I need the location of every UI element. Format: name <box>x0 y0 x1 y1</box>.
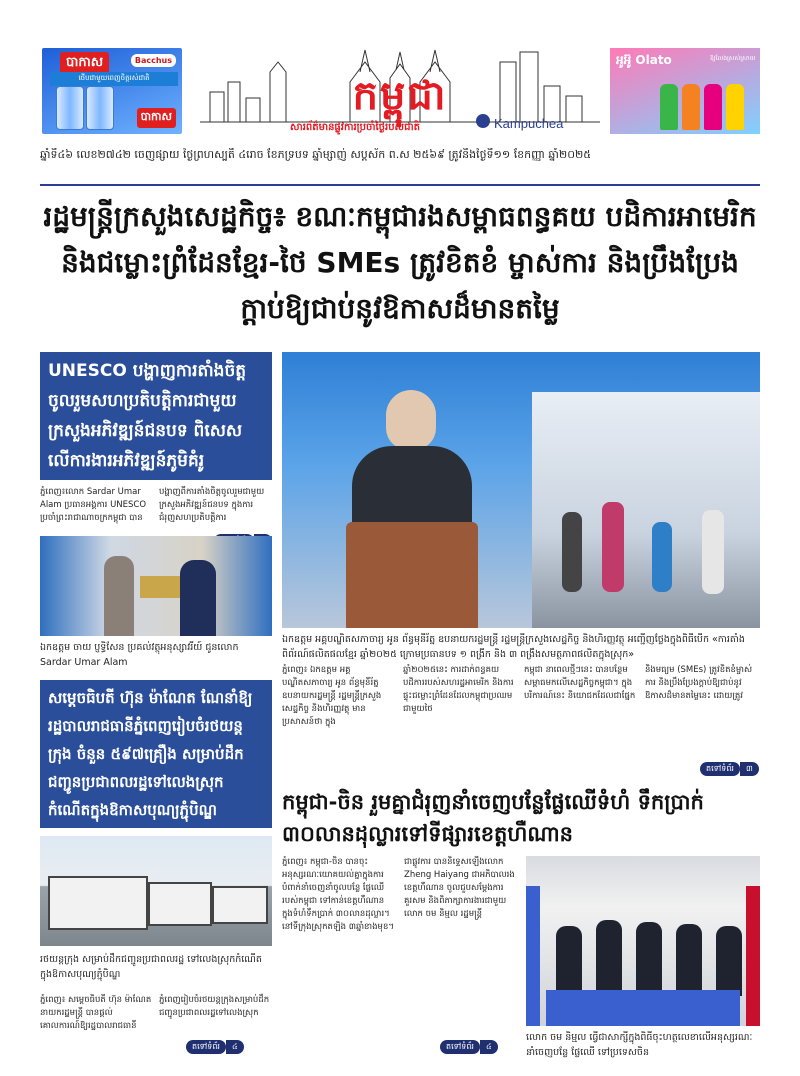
article-column: ជាផ្លូវការ បាននិទ្ទេសឡើងលោក Zheng Haiyang ជាអភិបាលរងខេត្តហឺណាន ចូលជួបសម្តែងការគួរសម និងពិភាក្សាការងារជាមួយលោក ចម និម្មល រដ្ឋមន្រ្តី <box>404 857 515 919</box>
masthead-latin-name: Kampuchea <box>494 116 564 131</box>
story2-article <box>282 856 518 934</box>
ad-title: អូអ៊ូ Olato <box>616 53 672 67</box>
bottle-icon <box>660 84 678 130</box>
continue-link[interactable] <box>700 756 759 776</box>
left-advertisement[interactable] <box>42 48 182 134</box>
article-column: និងមធ្យម (SMEs) ត្រូវខិតខំម្ចាស់ការ និងប្រឹងប្រែងក្តាប់ឱ្យជាប់នូវឱកាសដ៏មានតម្លៃនេះ ដោយត្រូវ <box>645 665 753 701</box>
continue-button[interactable]: តទៅទំព័រ <box>700 762 740 776</box>
story-text-columns <box>40 994 272 1033</box>
continue-button[interactable]: តទៅទំព័រ <box>186 1040 226 1054</box>
continue-link[interactable] <box>186 1034 244 1054</box>
left-story-2 <box>40 680 272 828</box>
speaker-figure <box>352 382 472 532</box>
page-number-badge[interactable]: ៤ <box>480 1040 498 1054</box>
story-text-column: ភ្នំពេញ៖ សម្តេចធិបតី ហ៊ុន ម៉ាណែត នាយករដ្ឋមន្រ្តី បានផ្តល់គោលការណ៍ឱ្យរដ្ឋបាលរាជធានី <box>40 995 152 1031</box>
continue-link[interactable] <box>440 1034 498 1054</box>
left-story-1 <box>40 352 272 548</box>
right-advertisement[interactable] <box>610 48 760 134</box>
main-headline[interactable]: រដ្ឋមន្រ្តីក្រសួងសេដ្ឋកិច្ច៖ ខណៈកម្ពុជារងសម្ពាធពន្ធគយ បដិការអាមេរិក និងជម្លោះព្រំដែនខ្មែរ-ថៃ SMEs ត្រូវខិតខំ ម្ចាស់ការ និងប្រឹងប្រែងក្តាប់ឱ្យជាប់នូវឱកាសដ៏មានតម្លៃ <box>43 200 757 325</box>
ad-tag: បាកាស <box>60 52 109 75</box>
bottle-icon <box>726 84 744 130</box>
drink-can-icon <box>86 86 114 130</box>
story-headline[interactable]: UNESCO បង្ហាញការតាំងចិត្តចូលរួមសហប្រតិបត្តិការជាមួយក្រសួងអភិវឌ្ឍន៍ជនបទ ពិសេសលើការងារអភិវឌ្ឍន៍ភូមិគំរូ <box>40 352 272 480</box>
story-text-column: ភ្នំពេញរៀបចំរថយន្តក្រុងសម្រាប់ដឹកជញ្ជូនប្រជាពលរដ្ឋទៅលេងស្រុក <box>159 995 270 1018</box>
article-column: ឆ្នាំ២០២៥នេះ ការដាក់ពន្ធគយបដិការរបស់សហរដ្ឋអាមេរិក និងការផ្ទុះជម្លោះព្រំដែនដែលកម្ពុជាប្រឈមជាមួយថៃ <box>403 665 514 714</box>
exhibition-crowd <box>532 392 760 628</box>
article-column: ភ្នំពេញ៖ ឯកឧត្តម អគ្គបណ្ឌិតសភាចារ្យ អូន ព័ន្ធមុនីរ័ត្ន ឧបនាយករដ្ឋមន្រ្តី រដ្ឋមន្រ្តីក្រសួងសេដ្ឋកិច្ច និងហិរញ្ញវត្ថុ មានប្រសាសន៍ថា ក្នុង <box>282 665 382 727</box>
photo-caption: រថយន្តក្រុង សម្រាប់ដឹកជញ្ជូនប្រជាពលរដ្ឋ ទៅលេងស្រុកកំណើតក្នុងឱកាសបុណ្យភ្ជុំបិណ្ឌ <box>40 954 262 980</box>
story-text-column: បង្ហាញពីការតាំងចិត្តចូលរួមជាមួយក្រសួងអភិវឌ្ឍន៍ជនបទ ក្នុងការជំរុញសហប្រតិបត្តិការ <box>159 487 265 523</box>
masthead-divider <box>40 184 760 186</box>
drink-can-icon <box>56 86 84 130</box>
bottle-icon <box>682 84 700 130</box>
podium <box>346 522 478 628</box>
ad-tag-bottom: បាកាស <box>137 108 176 128</box>
bottle-icon <box>704 84 722 130</box>
photo-unesco-meeting <box>40 536 272 636</box>
article-column: កម្ពុជា នាពេលថ្មីៗនេះ បានបន្ថែមសម្ពាធមកលើសេដ្ឋកិច្ចកម្ពុជា។ ក្នុងបរិការណ៍នេះ និយោជកដែលជាផ្នែក <box>524 665 636 701</box>
story2-headline[interactable]: កម្ពុជា-ចិន រួមគ្នាជំរុញនាំចេញបន្លែផ្លែឈើទំហំ ទឹកប្រាក់ ៣០លានដុល្លារទៅទីផ្សារខេត្តហឺណាន <box>282 790 704 846</box>
feature-article <box>282 664 760 729</box>
ad-note: ឱ្យលែងស្រស់ស្រាយ <box>710 55 756 62</box>
feature-caption: ឯកឧត្តម អគ្គបណ្ឌិតសភាចារ្យ អូន ព័ន្ធមុនីរ័ត្ន ឧបនាយករដ្ឋមន្រ្តី រដ្ឋមន្រ្តីក្រសួងសេដ្ឋកិច្ច និងហិរញ្ញវត្ថុ អញ្ជើញថ្លែងក្នុងពិធីបើក «ការតាំងពិព័រណ៍ផលិតផលខ្មែរ ឆ្នាំ២០២៥ ក្រោមប្រធានបទ ១ ពង្រីក និង ៣ ពង្រឹងសមត្ថភាពផលិតក្នុងស្រុក» <box>282 634 745 660</box>
photo-city-buses <box>40 836 272 946</box>
newspaper-logo[interactable]: កម្ពុជា <box>352 73 448 119</box>
photo-caption: លោក ចម និម្មល ធ្វើជាសាក្សីក្នុងពិធីចុះហត្ថលេខាលើអនុស្សរណៈ នាំចេញបន្លែ ផ្លែឈើ ទៅប្រទេសចិន <box>526 1032 753 1058</box>
feature-photo-minister-speech <box>282 352 760 628</box>
ad-brand: Bacchus <box>131 54 176 67</box>
masthead-tagline: សារព័ត៌មានផ្លូវការប្រចាំថ្ងៃរបស់ជាតិ <box>290 122 420 133</box>
photo-mou-signing <box>526 856 760 1026</box>
issue-dateline: ឆ្នាំទី៤៦ លេខ២៧៤២ ចេញផ្សាយ ថ្ងៃព្រហស្បតិ៍ ៤រោច ខែភទ្របទ ឆ្នាំម្សាញ់ សប្តស័ក ព.ស ២៥៦៩ ត្រូវនឹងថ្ងៃទី១១ ខែកញ្ញា ឆ្នាំ២០២៥ <box>40 148 592 161</box>
continue-button[interactable]: តទៅទំព័រ <box>440 1040 480 1054</box>
article-column: ភ្នំពេញ៖ កម្ពុជា-ចិន បានចុះអនុស្សរណៈយោគយល់គ្នាក្នុងការបំពាក់នាំចេញនាំចូលបន្លែ ផ្លែឈើ របស់កម្ពុជា ទៅកាន់ខេត្តហឺណាន ក្នុងទំហំទឹកប្រាក់ ៣០លានដុល្លារ។ នៅទីក្រុងស្រុកតឡិង ៣ឆ្នាំខាងមុខ។ <box>282 857 394 932</box>
story-headline[interactable]: សម្តេចធិបតី ហ៊ុន ម៉ាណែត ណែនាំឱ្យរដ្ឋបាលរាជធានីភ្នំពេញរៀបចំរថយន្តក្រុង ចំនួន ៥៩៧គ្រឿង សម្រាប់ដឹកជញ្ជូនប្រជាពលរដ្ឋទៅលេងស្រុកកំណើតក្នុងឱកាសបុណ្យភ្ជុំបិណ្ឌ <box>40 680 272 828</box>
page-number-badge[interactable]: ៤ <box>226 1040 244 1054</box>
page-number-badge[interactable]: ៣ <box>740 762 759 776</box>
photo-caption: ឯកឧត្តម ចាយ ប្ញទ្ធិសែន ប្រគល់វត្ថុអនុស្សាវរីយ៍ ជូនលោក Sardar Umar Alam <box>40 642 239 668</box>
emblem-icon <box>476 114 490 128</box>
ad-subtitle: ថើបជាមួយពេញចិត្តរស់ជាតិ <box>50 72 178 86</box>
story-text-column: ភ្នំពេញ៖លោក Sardar Umar Alam ប្រធានអង្គការ UNESCO ប្រចាំព្រះរាជាណាចក្រកម្ពុជា បាន <box>40 487 147 523</box>
